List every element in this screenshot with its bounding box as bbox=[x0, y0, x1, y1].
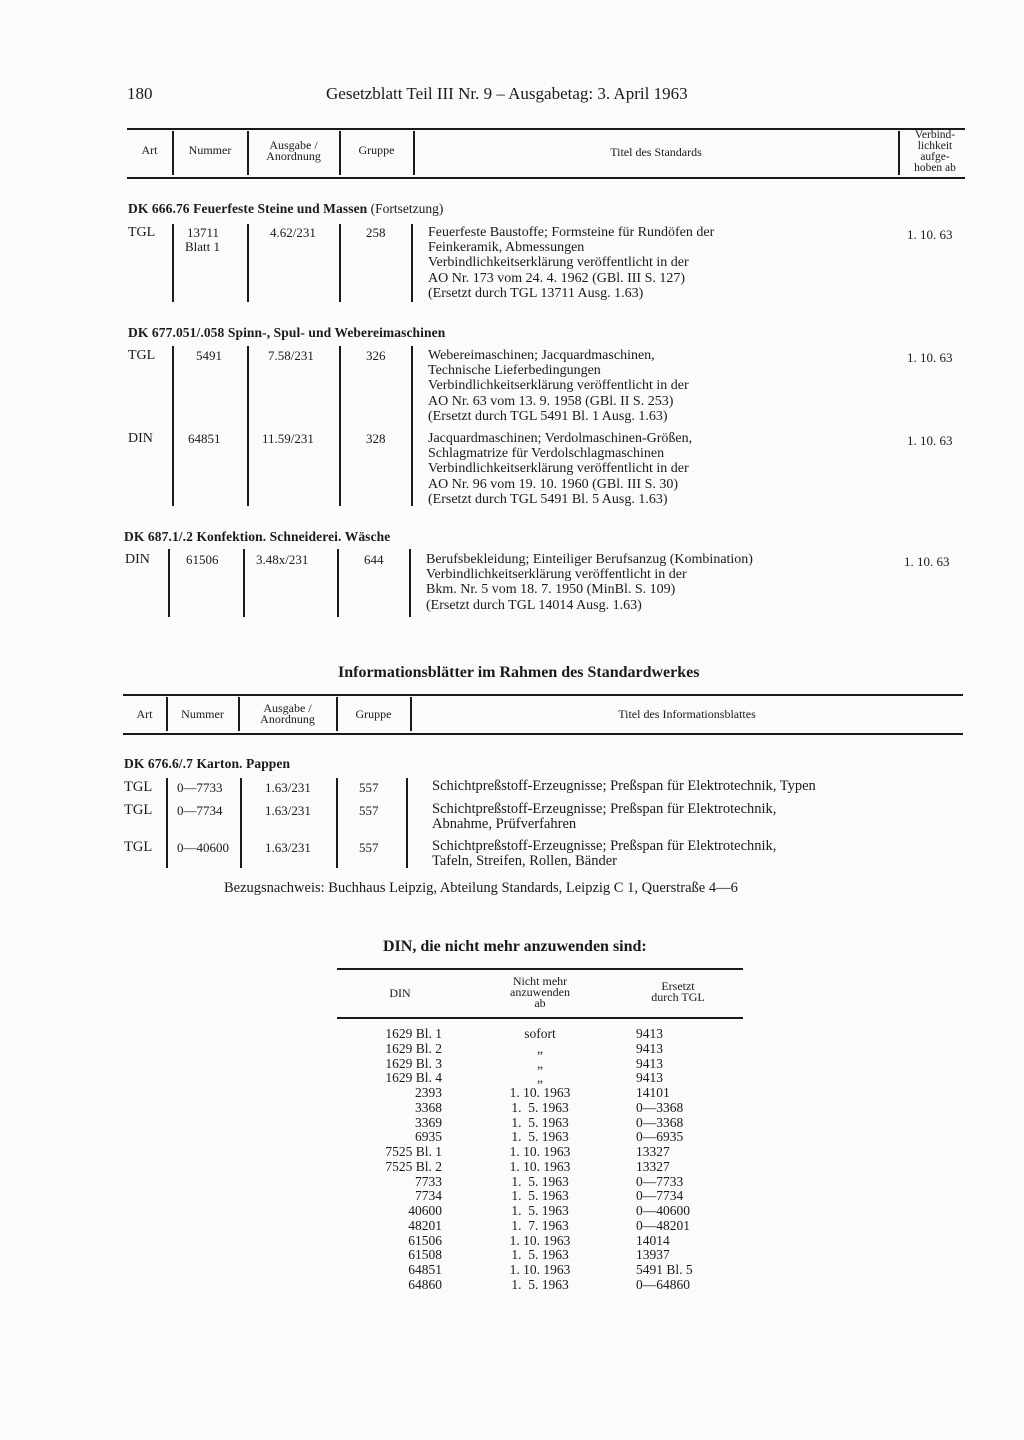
cell-tgl: 14101 bbox=[636, 1085, 670, 1100]
cell-din: 2393 bbox=[415, 1085, 442, 1100]
cell-ab: „ bbox=[537, 1055, 543, 1071]
cell-gruppe: 557 bbox=[359, 780, 379, 795]
cell-din: 7525 Bl. 1 bbox=[385, 1144, 442, 1159]
cell-tgl: 0—3368 bbox=[636, 1099, 684, 1115]
cell-date: 1. 10. 63 bbox=[907, 350, 953, 365]
cell-tgl: 9413 bbox=[636, 1040, 663, 1056]
cell-ab: 1. 5. 1963 bbox=[511, 1099, 569, 1115]
cell-gruppe: 326 bbox=[366, 348, 386, 363]
cell-ab: 1. 5. 1963 bbox=[511, 1276, 569, 1292]
column-header-verb-line3: aufge- bbox=[920, 151, 950, 163]
cell-date: 1. 10. 63 bbox=[904, 554, 950, 569]
section-heading: DK 677.051/.058 Spinn-, Spul- und Webereimaschinen bbox=[128, 325, 446, 340]
cell-tgl: 0—3368 bbox=[636, 1114, 684, 1130]
cell-ausgabe: 3.48x/231 bbox=[256, 552, 309, 567]
cell-ausgabe: 11.59/231 bbox=[262, 431, 314, 446]
cell-din: 7733 bbox=[415, 1173, 442, 1189]
cell-ab: sofort bbox=[524, 1026, 556, 1041]
cell-titel: Schichtpreßstoff-Erzeugnisse; Preßspan für Elektrotechnik, Tafeln, Streifen, Rollen, Bänder bbox=[432, 838, 777, 870]
column-header-ausgabe bbox=[248, 140, 339, 162]
din-heading: DIN, die nicht mehr anzuwenden sind: bbox=[383, 938, 647, 955]
cell-din: 7734 bbox=[415, 1188, 442, 1204]
cell-din: 40600 bbox=[408, 1203, 442, 1218]
cell-art: DIN bbox=[125, 552, 150, 567]
cell-ausgabe: 7.58/231 bbox=[268, 348, 314, 363]
cell-nummer: 61506 bbox=[186, 552, 219, 567]
cell-tgl: 0—64860 bbox=[636, 1276, 690, 1292]
column-header-ausgabe-line1: Ausgabe / bbox=[269, 138, 318, 152]
cell-ab: 1. 5. 1963 bbox=[511, 1129, 569, 1145]
info-heading: Informationsblätter im Rahmen des Standardwerkes bbox=[338, 664, 700, 681]
cell-art: DIN bbox=[128, 431, 153, 446]
source-note: Bezugsnachweis: Buchhaus Leipzig, Abteilung Standards, Leipzig C 1, Querstraße 4—6 bbox=[224, 880, 738, 896]
cell-din: 64860 bbox=[408, 1276, 442, 1292]
din-column-header-din: DIN bbox=[389, 986, 411, 1000]
cell-date: 1. 10. 63 bbox=[907, 433, 953, 448]
cell-nummer: 0—40600 bbox=[177, 840, 229, 855]
cell-tgl: 0—40600 bbox=[636, 1203, 690, 1218]
cell-gruppe: 644 bbox=[364, 552, 384, 567]
cell-din: 1629 Bl. 4 bbox=[385, 1070, 442, 1086]
cell-din: 61506 bbox=[408, 1232, 442, 1248]
cell-titel: Berufsbekleidung; Einteiliger Berufsanzug (Kombination) Verbindlichkeitserklärung veröffentlicht in der Bkm. Nr. 5 vom 18. 7. 1950 (MinBl. S. 109) (Ersetzt durch TGL 14014 Ausg. 1.63) bbox=[426, 552, 753, 613]
cell-ab: 1. 5. 1963 bbox=[511, 1188, 569, 1204]
cell-art: TGL bbox=[124, 802, 153, 818]
cell-titel: Feuerfeste Baustoffe; Formsteine für Rundöfen der Feinkeramik, Abmessungen Verbindlichkeitserklärung veröffentlicht in der AO Nr. 173 vom 24. 4. 1962 (GBl. III S. 127) (Ersetzt durch TGL 13711 Ausg. 1.63) bbox=[428, 225, 715, 301]
cell-din: 7525 Bl. 2 bbox=[385, 1158, 442, 1174]
cell-ausgabe: 4.62/231 bbox=[270, 225, 316, 240]
cell-ausgabe: 1.63/231 bbox=[265, 803, 311, 818]
column-header-titel: Titel des Standards bbox=[610, 145, 702, 159]
info-column-header-gruppe: Gruppe bbox=[355, 707, 392, 721]
cell-art: TGL bbox=[128, 225, 156, 240]
cell-tgl: 0—48201 bbox=[636, 1217, 690, 1233]
cell-din: 1629 Bl. 3 bbox=[385, 1055, 442, 1071]
cell-ab: 1. 10. 1963 bbox=[509, 1144, 571, 1159]
din-column-header-nicht bbox=[490, 976, 590, 1009]
cell-tgl: 13327 bbox=[636, 1144, 670, 1159]
cell-ausgabe: 1.63/231 bbox=[265, 840, 311, 855]
cell-nummer-blatt: Blatt 1 bbox=[185, 239, 221, 254]
section-heading: DK 666.76 Feuerfeste Steine und Massen (Fortsetzung) bbox=[128, 201, 444, 216]
cell-ab: 1. 10. 1963 bbox=[509, 1232, 571, 1248]
din-header-nicht-line3: ab bbox=[534, 996, 546, 1010]
cell-tgl: 0—7734 bbox=[636, 1188, 684, 1204]
cell-art: TGL bbox=[128, 348, 156, 363]
cell-titel: Schichtpreßstoff-Erzeugnisse; Preßspan für Elektrotechnik, Typen bbox=[432, 778, 816, 794]
column-header-verb-line1: Verbind- bbox=[914, 129, 956, 141]
cell-ab: 1. 5. 1963 bbox=[511, 1203, 569, 1218]
cell-din: 61508 bbox=[408, 1247, 442, 1263]
cell-art: TGL bbox=[124, 779, 153, 795]
cell-titel: Jacquardmaschinen; Verdolmaschinen-Größen, Schlagmatrize für Verdolschlagmaschinen Verbindlichkeitserklärung veröffentlicht in der AO Nr. 96 vom 19. 10. 1960 (GBl. III S. 30) (Ersetzt durch TGL 5491 Bl. 5 Ausg. 1.63) bbox=[428, 431, 693, 507]
cell-tgl: 9413 bbox=[636, 1070, 663, 1086]
cell-ab: 1. 7. 1963 bbox=[511, 1217, 569, 1233]
info-header-ausgabe-line1: Ausgabe / bbox=[263, 701, 312, 715]
cell-date: 1. 10. 63 bbox=[907, 227, 953, 242]
cell-nummer: 0—7734 bbox=[177, 803, 223, 818]
cell-tgl: 0—7733 bbox=[636, 1173, 684, 1189]
cell-ab: 1. 5. 1963 bbox=[511, 1114, 569, 1130]
cell-tgl: 9413 bbox=[636, 1055, 663, 1071]
info-header-ausgabe-line2: Anordnung bbox=[260, 712, 315, 726]
cell-gruppe: 557 bbox=[359, 840, 379, 855]
cell-titel: Webereimaschinen; Jacquardmaschinen, Technische Lieferbedingungen Verbindlichkeitserklärung veröffentlicht in der AO Nr. 63 vom 13. 9. 1958 (GBl. II S. 253) (Ersetzt durch TGL 5491 Bl. 1 Ausg. 1.63) bbox=[428, 348, 689, 424]
column-header-nummer: Nummer bbox=[188, 143, 232, 157]
cell-din: 1629 Bl. 2 bbox=[385, 1040, 442, 1056]
column-header-verbindlichkeit bbox=[899, 130, 971, 174]
cell-ab: „ bbox=[537, 1040, 543, 1056]
cell-ab: „ bbox=[537, 1070, 543, 1086]
column-header-verb-line4: hoben ab bbox=[914, 162, 956, 174]
cell-ausgabe: 1.63/231 bbox=[265, 780, 311, 795]
column-header-art: Art bbox=[141, 143, 158, 157]
column-header-gruppe: Gruppe bbox=[358, 143, 395, 157]
cell-tgl: 13327 bbox=[636, 1158, 670, 1174]
cell-nummer: 0—7733 bbox=[177, 780, 223, 795]
cell-din: 6935 bbox=[415, 1129, 442, 1145]
din-header-nicht-line2: anzuwenden bbox=[510, 985, 570, 999]
cell-nummer: 5491 bbox=[196, 348, 222, 363]
cell-gruppe: 258 bbox=[366, 225, 386, 240]
din-header-nicht-line1: Nicht mehr bbox=[512, 974, 568, 988]
din-column-header-ersetzt bbox=[628, 981, 728, 1003]
cell-tgl: 5491 Bl. 5 bbox=[636, 1262, 693, 1277]
running-title: Gesetzblatt Teil III Nr. 9 – Ausgabetag: 3. April 1963 bbox=[326, 84, 688, 103]
cell-din: 3368 bbox=[415, 1099, 442, 1115]
cell-tgl: 13937 bbox=[636, 1247, 670, 1263]
din-header-ersetzt-line1: Ersetzt bbox=[661, 979, 695, 993]
cell-din: 1629 Bl. 1 bbox=[385, 1026, 442, 1041]
cell-gruppe: 328 bbox=[366, 431, 386, 446]
page-number: 180 bbox=[127, 84, 153, 103]
section-heading: DK 676.6/.7 Karton. Pappen bbox=[124, 756, 291, 771]
section-heading: DK 687.1/.2 Konfektion. Schneiderei. Wäsche bbox=[124, 529, 391, 544]
info-column-header-art: Art bbox=[136, 707, 153, 721]
cell-nummer: 64851 bbox=[188, 431, 221, 446]
din-header-ersetzt-line2: durch TGL bbox=[651, 990, 705, 1004]
info-column-header-titel: Titel des Informationsblattes bbox=[618, 707, 756, 721]
cell-ab: 1. 10. 1963 bbox=[509, 1085, 571, 1100]
cell-ab: 1. 5. 1963 bbox=[511, 1173, 569, 1189]
cell-tgl: 9413 bbox=[636, 1026, 663, 1041]
info-column-header-ausgabe bbox=[239, 703, 336, 725]
cell-ab: 1. 5. 1963 bbox=[511, 1247, 569, 1263]
info-column-header-nummer: Nummer bbox=[181, 707, 224, 721]
cell-tgl: 14014 bbox=[636, 1232, 670, 1248]
cell-din: 3369 bbox=[415, 1114, 442, 1130]
column-header-ausgabe-line2: Anordnung bbox=[266, 149, 321, 163]
cell-titel: Schichtpreßstoff-Erzeugnisse; Preßspan für Elektrotechnik, Abnahme, Prüfverfahren bbox=[432, 801, 777, 833]
cell-ab: 1. 10. 1963 bbox=[509, 1262, 571, 1277]
cell-din: 64851 bbox=[408, 1262, 442, 1277]
cell-nummer: 13711 bbox=[187, 225, 220, 240]
cell-gruppe: 557 bbox=[359, 803, 379, 818]
cell-tgl: 0—6935 bbox=[636, 1129, 684, 1145]
column-header-verb-line2: lichkeit bbox=[917, 140, 953, 152]
cell-art: TGL bbox=[124, 839, 153, 855]
cell-ab: 1. 10. 1963 bbox=[509, 1158, 571, 1174]
cell-din: 48201 bbox=[408, 1217, 442, 1233]
